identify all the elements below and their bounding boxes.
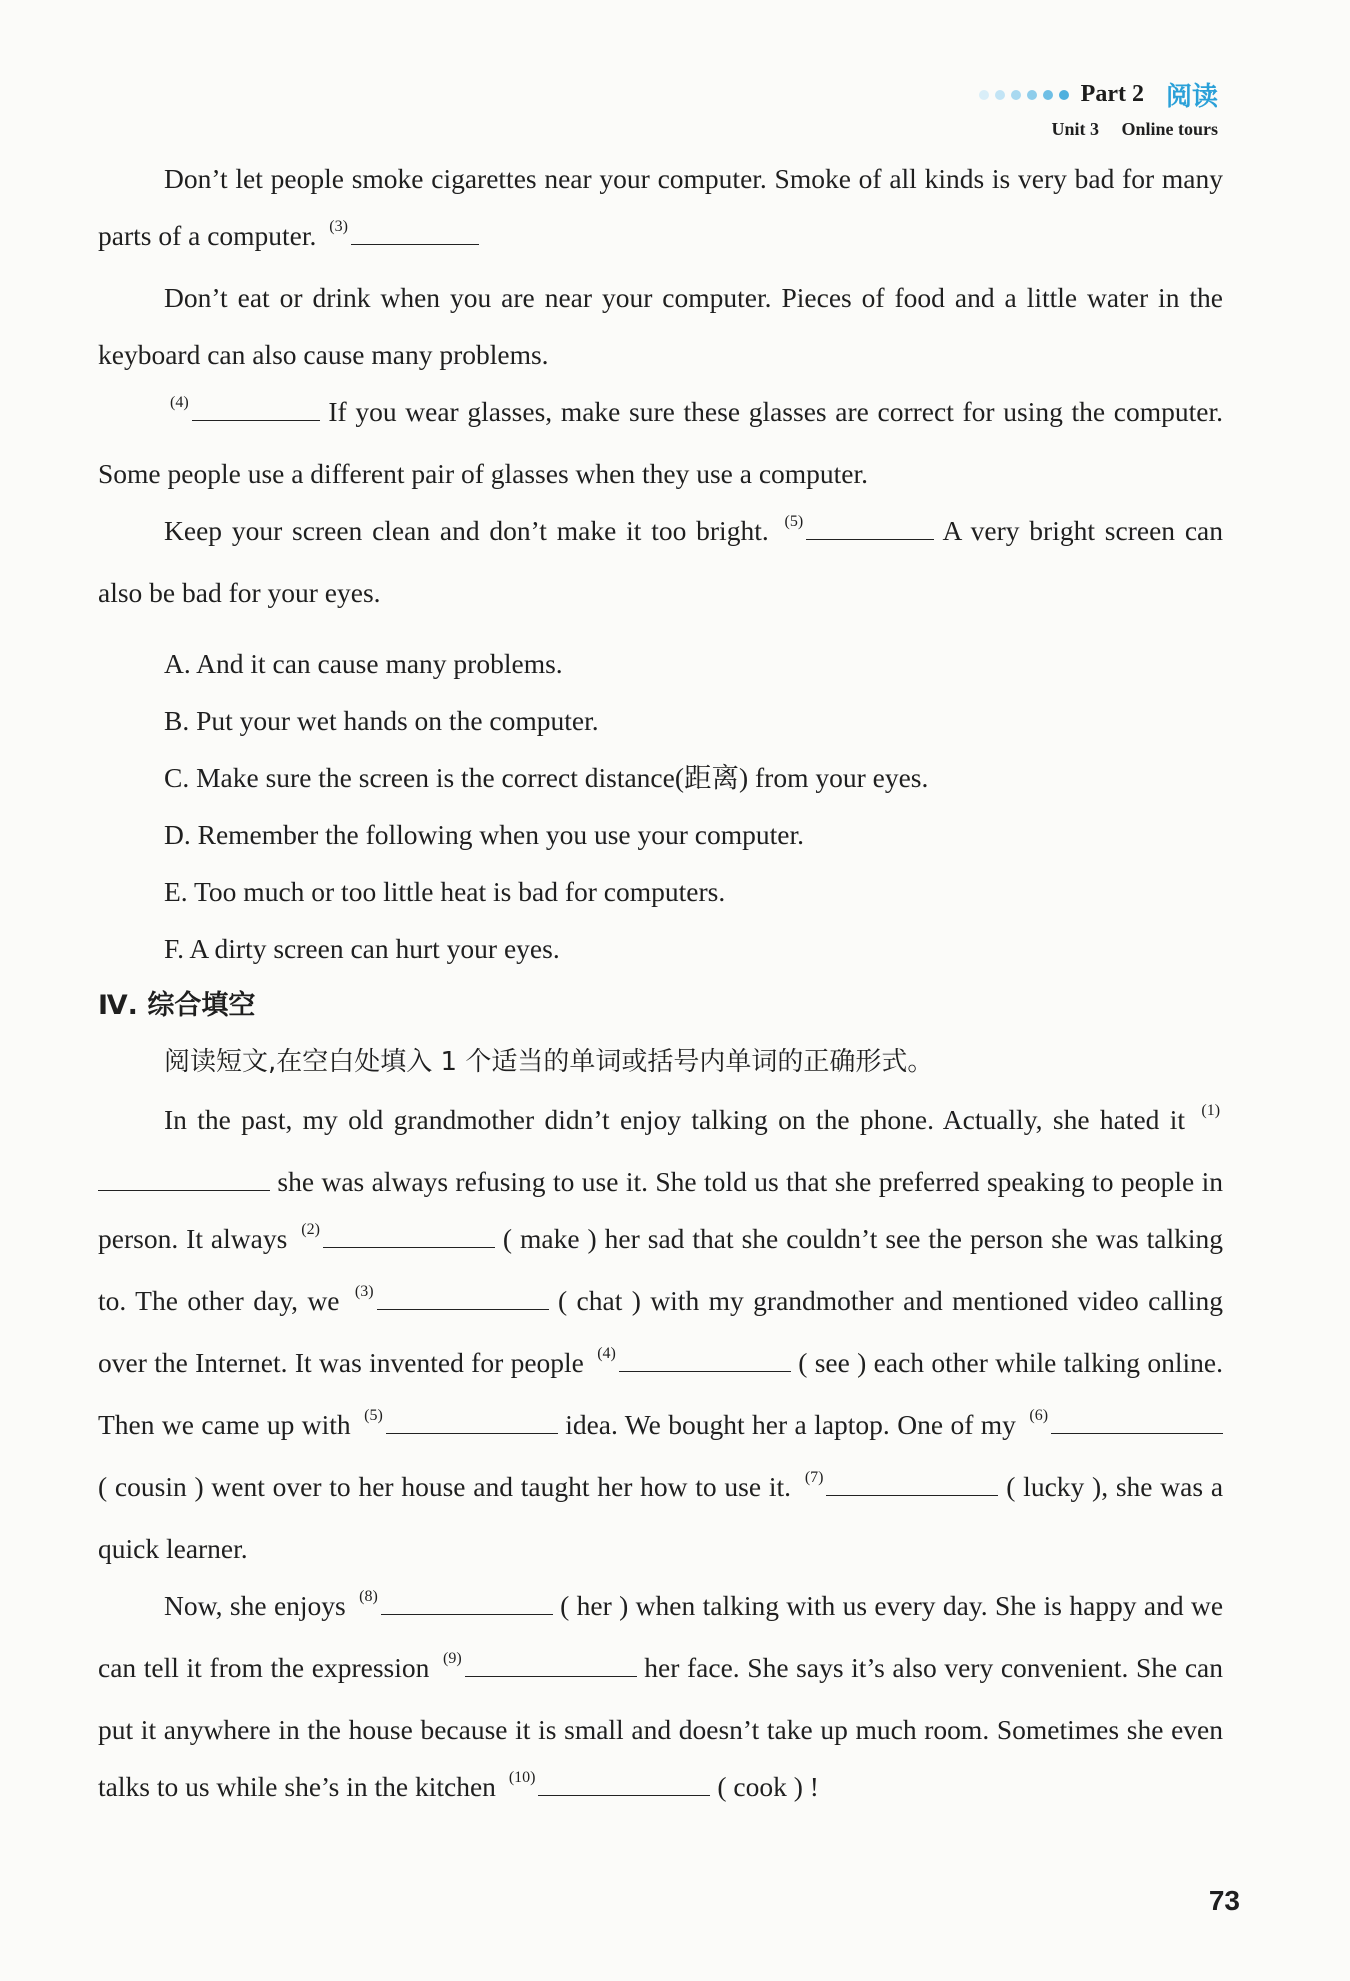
answer-blank[interactable] (98, 1168, 270, 1191)
dot-6 (1059, 90, 1069, 100)
answer-blank[interactable] (192, 398, 320, 421)
dot-2 (995, 90, 1005, 100)
option-a: A. And it can cause many problems. (164, 648, 563, 679)
answer-blank[interactable] (538, 1773, 710, 1796)
answer-blank[interactable] (806, 517, 934, 540)
cloze-paragraph-2 (98, 1577, 1223, 1820)
option-f: F. A dirty screen can hurt your eyes. (164, 933, 560, 964)
blank-number: (6) (1029, 1407, 1049, 1424)
reading-p1-text: Don’t let people smoke cigarettes near your computer. Smoke of all kinds is very bad for many parts of a computer. (98, 163, 1223, 251)
answer-blank[interactable] (1051, 1411, 1223, 1434)
dot-3 (1011, 90, 1021, 100)
option-d: D. Remember the following when you use your computer. (164, 819, 805, 850)
reading-p3-text: If you wear glasses, make sure these glasses are correct for using the computer. Some people use a different pair of glasses when they use a computer. (98, 396, 1224, 489)
header-part: Part 2 (1080, 81, 1144, 107)
blank-number: (4) (170, 394, 189, 411)
answer-blank[interactable] (619, 1349, 791, 1372)
page-content (98, 150, 1223, 1820)
option-e: E. Too much or too little heat is bad for computers. (164, 876, 726, 907)
reading-p4-text-b: A very bright screen can also be bad for your eyes. (98, 515, 1223, 608)
blank-number: (5) (784, 513, 804, 530)
header-unit-title: Online tours (1121, 119, 1218, 139)
reading-paragraph-3 (98, 383, 1223, 502)
dot-5 (1043, 90, 1053, 100)
blank-number: (10) (508, 1769, 536, 1786)
header-part-line (979, 76, 1218, 113)
blank-number: (5) (364, 1407, 383, 1424)
cloze-text: ( cousin ) went over to her house and taught her how to use it. (98, 1471, 792, 1502)
cloze-text: ( make ) her sad that she couldn’t see the person she was talking to. The other day, we (98, 1223, 1223, 1316)
answer-blank[interactable] (351, 222, 479, 245)
cloze-text: ( chat ) with my grandmother and mentioned video calling over the Internet. It was invented for people (98, 1285, 1224, 1378)
blank-number: (8) (359, 1588, 378, 1605)
answer-blank[interactable] (377, 1287, 549, 1310)
header-part-cn: 阅读 (1165, 82, 1218, 112)
page-header (979, 76, 1218, 140)
cloze-text: Now, she enjoys (164, 1590, 346, 1621)
answer-blank[interactable] (826, 1473, 998, 1496)
blank-number: (7) (804, 1469, 824, 1486)
blank-number: (1) (1201, 1102, 1221, 1119)
cloze-text: ( see ) each other while talking online. Then we came up with (98, 1347, 1224, 1440)
reading-paragraph-4 (98, 502, 1223, 621)
dot-4 (1027, 90, 1037, 100)
blank-number: (2) (301, 1221, 320, 1238)
blank-number: (4) (597, 1345, 616, 1362)
option-b: B. Put your wet hands on the computer. (164, 705, 599, 736)
cloze-paragraph-1 (98, 1091, 1223, 1577)
blank-number: (9) (443, 1650, 462, 1667)
blank-number: (3) (329, 218, 348, 235)
reading-paragraph-2: Don’t eat or drink when you are near your computer. Pieces of food and a little water in the keyboard can also cause many problems. (98, 282, 1223, 370)
option-c: C. Make sure the screen is the correct distance(距离) from your eyes. (164, 762, 929, 793)
decorative-dots (979, 90, 1069, 100)
cloze-text: In the past, my old grandmother didn’t enjoy talking on the phone. Actually, she hated it (164, 1104, 1186, 1135)
options-list (98, 635, 1223, 977)
cloze-text: ( cook ) ! (717, 1771, 819, 1802)
cloze-text: ( her ) when talking with us every day. She is happy and we can tell it from the expression (98, 1590, 1224, 1683)
cloze-text: ( lucky ), she was a quick learner. (98, 1471, 1224, 1564)
answer-blank[interactable] (381, 1592, 553, 1615)
header-unit-line (979, 119, 1218, 140)
page-number: 73 (1208, 1885, 1240, 1916)
reading-p4-text-a: Keep your screen clean and don’t make it too bright. (164, 515, 769, 546)
section-title: Ⅳ. 综合填空 (98, 990, 256, 1021)
section-instruction: 阅读短文,在空白处填入 1 个适当的单词或括号内单词的正确形式。 (164, 1047, 934, 1077)
header-unit: Unit 3 (1051, 119, 1099, 139)
answer-blank[interactable] (465, 1654, 637, 1677)
cloze-text: she was always refusing to use it. She told us that she preferred speaking to people in person. It always (98, 1166, 1224, 1254)
dot-1 (979, 90, 989, 100)
reading-paragraph-1 (98, 150, 1223, 269)
answer-blank[interactable] (386, 1411, 558, 1434)
blank-number: (3) (354, 1283, 374, 1300)
cloze-text: her face. She says it’s also very convenient. She can put it anywhere in the house because it is small and doesn’t take up much room. Sometimes she even talks to us while she’s in the kitchen (98, 1652, 1223, 1802)
cloze-text: idea. We bought her a laptop. One of my (565, 1409, 1016, 1440)
answer-blank[interactable] (323, 1225, 495, 1248)
